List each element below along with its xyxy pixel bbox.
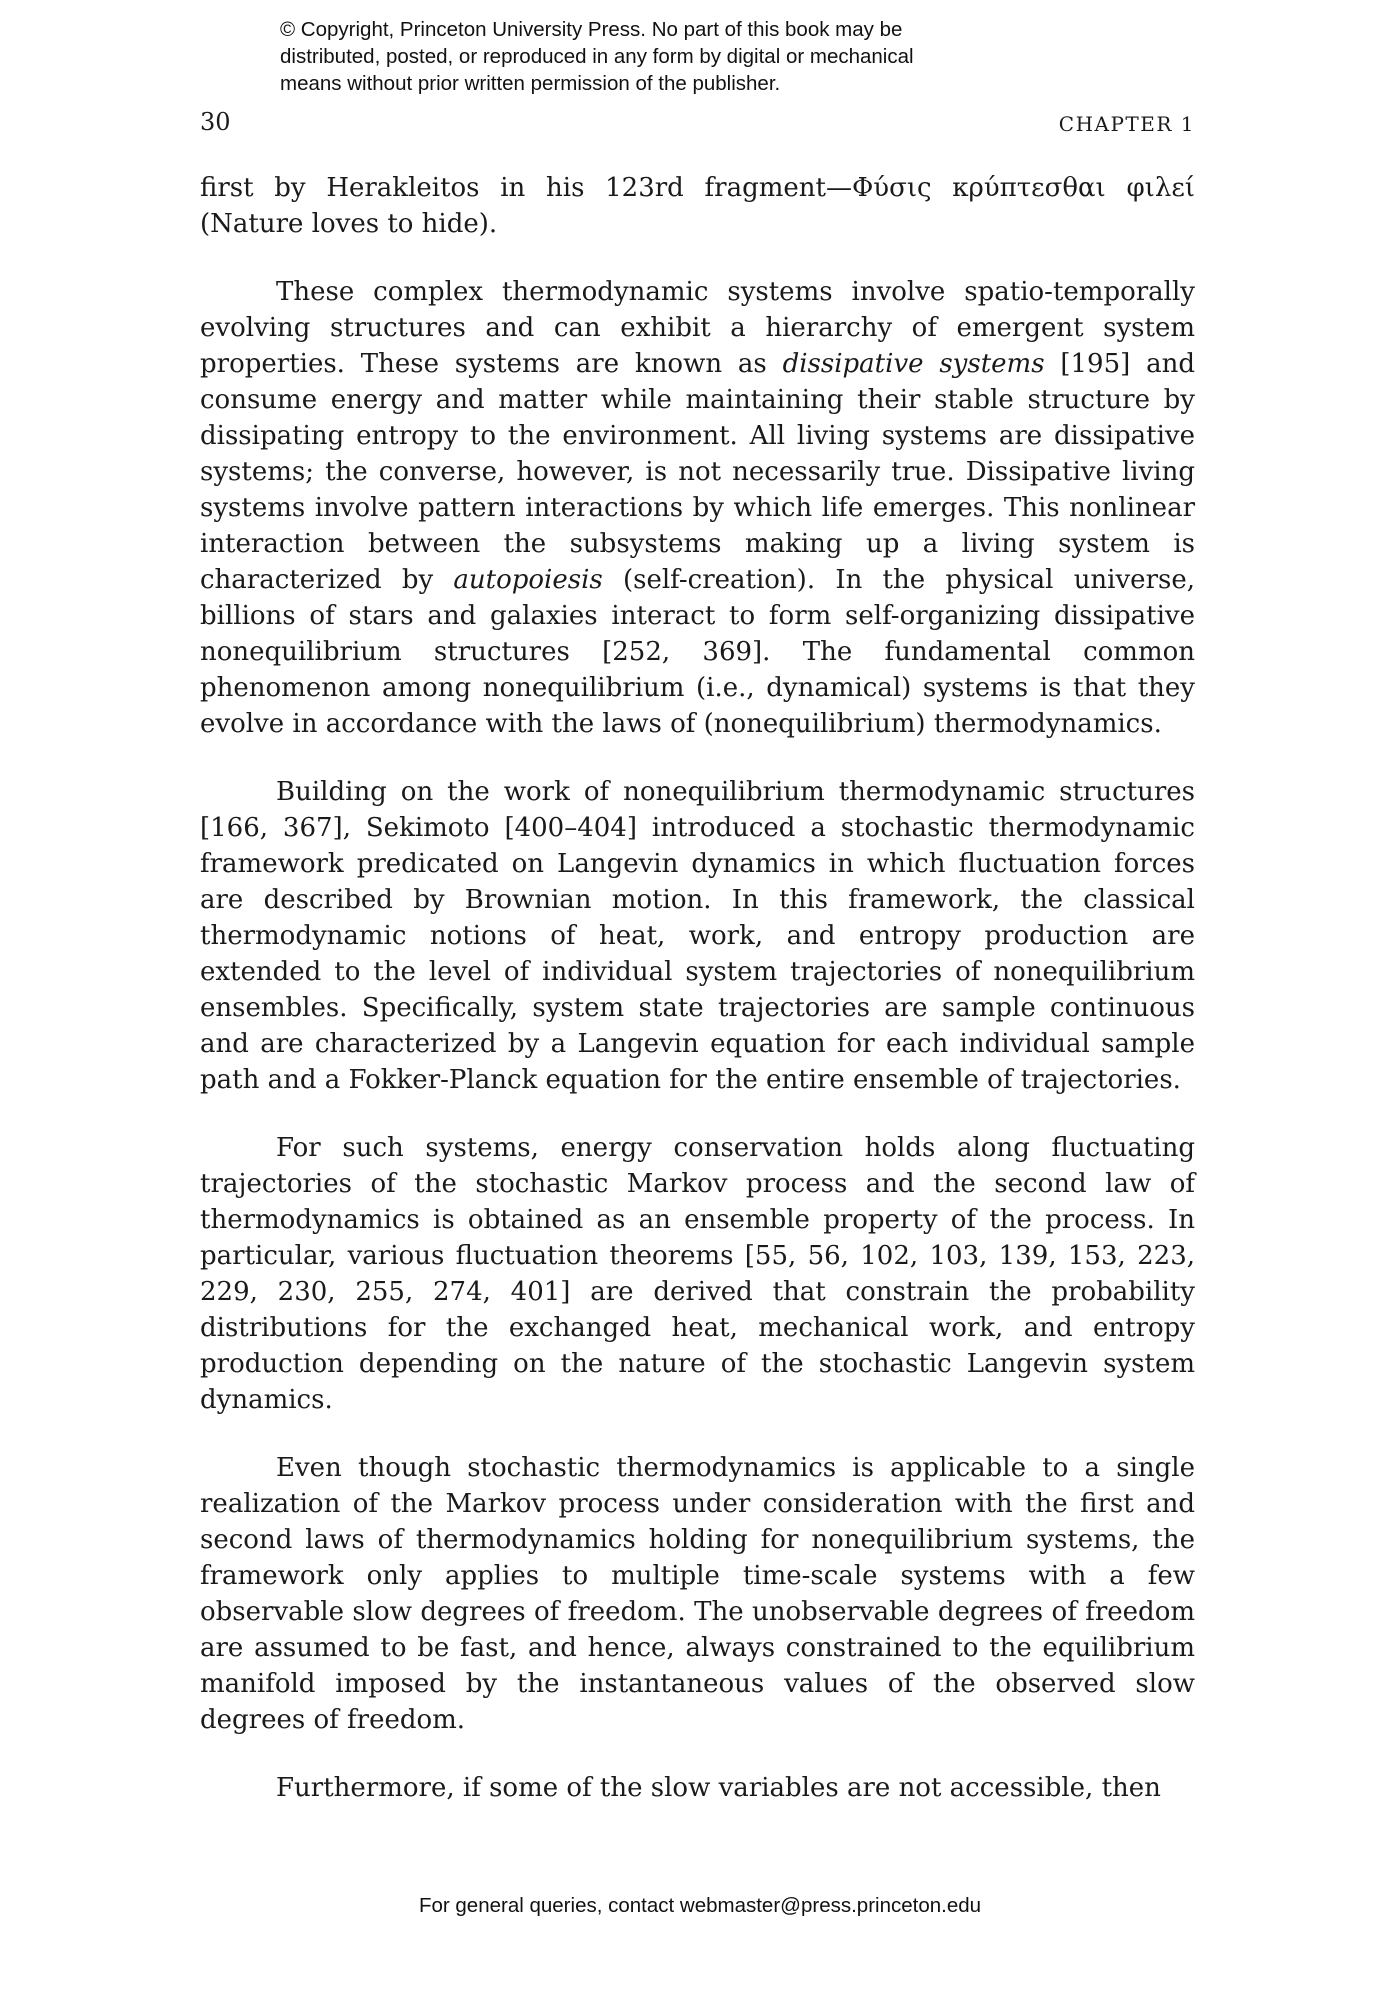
emphasis-term: dissipative systems — [782, 349, 1045, 379]
paragraph — [200, 274, 1195, 742]
footer-contact: For general queries, contact webmaster@press.princeton.edu — [418, 1894, 982, 1917]
emphasis-term: autopoiesis — [453, 565, 603, 595]
paragraph: For such systems, energy conservation holds along fluctuating trajectories of the stochastic Markov process and the second law of thermodynamics is obtained as an ensemble property of the process. In particular, various fluctuation theorems [55, 56, 102, 103, 139, 153, 223, 229, 230, 255, 274, 401] are derived that constrain the probability distributions for the exchanged heat, mechanical work, and entropy production depending on the nature of the stochastic Langevin system dynamics. — [200, 1133, 1195, 1415]
text-run: (self-creation). In the physical universe, billions of stars and galaxies interact to form self-organizing dissipative nonequilibrium structures [252, 369]. The fundamental common phenomenon among nonequilibrium (i.e., dynamical) systems is that they evolve in accordance with the laws of (nonequilibrium) thermodynamics. — [200, 565, 1195, 739]
text-run: These complex thermodynamic systems involve spatio-temporally evolving structures and can exhibit a hierarchy of emergent system properties. These systems are known as — [200, 277, 1195, 379]
paragraph: first by Herakleitos in his 123rd fragment—Φύσις κρύπτεσθαι φιλεί (Nature loves to hide). — [200, 173, 1195, 239]
text-run: [195] and consume energy and matter while maintaining their stable structure by dissipating entropy to the environment. All living systems are dissipative systems; the converse, however, is not necessarily true. Dissipative living systems involve pattern interactions by which life emerges. This nonlinear interaction between the subsystems making up a living system is characterized by — [200, 349, 1195, 595]
paragraph: Building on the work of nonequilibrium thermodynamic structures [166, 367], Sekimoto [400–404] introduced a stochastic thermodynamic framework predicated on Langevin dynamics in which fluctuation forces are described by Brownian motion. In this framework, the classical thermodynamic notions of heat, work, and entropy production are extended to the level of individual system trajectories of nonequilibrium ensembles. Specifically, system state trajectories are sample continuous and are characterized by a Langevin equation for each individual sample path and a Fokker-Planck equation for the entire ensemble of trajectories. — [200, 777, 1195, 1095]
copyright-line: means without prior written permission of the publisher. — [280, 72, 781, 95]
copyright-notice — [280, 16, 1040, 97]
paragraph: Even though stochastic thermodynamics is applicable to a single realization of the Markov process under consideration with the first and second laws of thermodynamics holding for nonequilibrium systems, the framework only applies to multiple time-scale systems with a few observable slow degrees of freedom. The unobservable degrees of freedom are assumed to be fast, and hence, always constrained to the equilibrium manifold imposed by the instantaneous values of the observed slow degrees of freedom. — [200, 1453, 1195, 1735]
running-head — [200, 108, 1195, 138]
copyright-line: © Copyright, Princeton University Press. No part of this book may be — [280, 18, 903, 41]
paragraph: Furthermore, if some of the slow variables are not accessible, then — [276, 1773, 1161, 1803]
copyright-line: distributed, posted, or reproduced in any form by digital or mechanical — [280, 45, 914, 68]
page-number: 30 — [200, 108, 231, 136]
body-text — [200, 170, 1195, 1838]
chapter-label: CHAPTER 1 — [1058, 112, 1195, 136]
